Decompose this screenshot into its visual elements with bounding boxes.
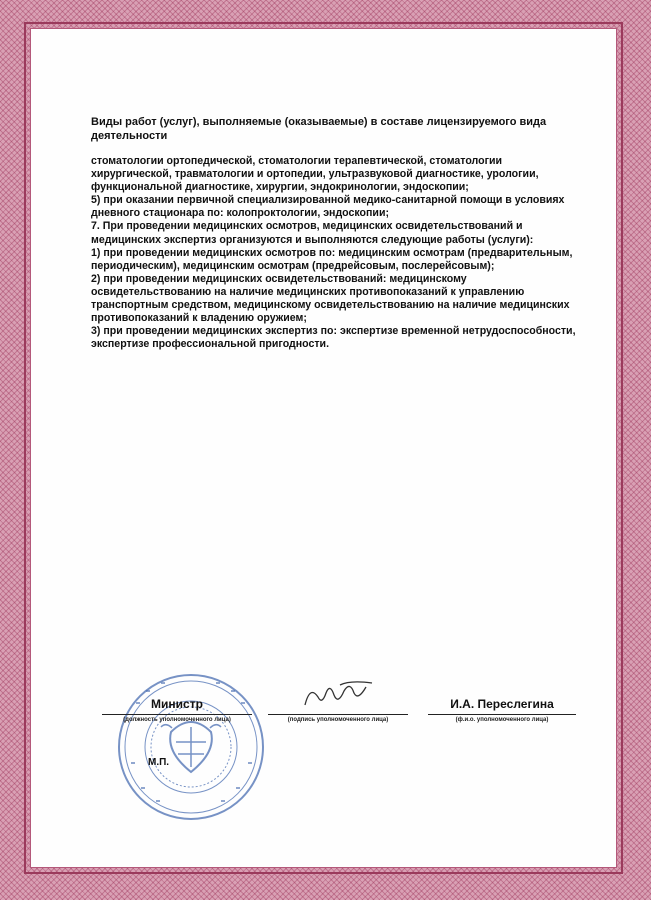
paragraph: 2) при проведении медицинских освидетельствований: медицинскому освидетельствованию на наличие медицинских противопоказаний к управлению транспортным средством, медицинскому освидетельствованию на наличие медицинских противопоказаний к владению оружием; <box>91 272 570 325</box>
position-block <box>102 697 252 723</box>
name-line <box>428 714 576 715</box>
name-value: И.А. Переслегина <box>450 697 554 711</box>
signature-line <box>268 714 408 715</box>
signature-value <box>268 697 408 713</box>
paragraph: стоматологии ортопедической, стоматологии терапевтической, стоматологии хирургической, травматологии и ортопедии, ультразвуковой диагностике, урологии, функциональной диагностике, хирургии, эндокринологии, эндоскопии; <box>91 155 539 194</box>
section-heading: Виды работ (услуг), выполняемые (оказываемые) в составе лицензируемого вида деятельности <box>91 116 547 142</box>
seal-place-label: М.П. <box>148 757 170 768</box>
signature-block <box>268 697 408 723</box>
license-body <box>91 155 581 351</box>
position-line <box>102 714 252 715</box>
paragraph: 5) при оказании первичной специализированной медико-санитарной помощи в условиях дневного стационара по: колопроктологии, эндоскопии; <box>91 194 565 220</box>
paragraph: 7. При проведении медицинских осмотров, медицинских освидетельствований и медицинских экспертиз организуются и выполняются следующие работы (услуги): <box>91 220 534 246</box>
position-caption: (должность уполномоченного лица) <box>123 717 231 723</box>
official-seal-stamp <box>116 672 266 822</box>
name-caption: (ф.и.о. уполномоченного лица) <box>455 717 549 723</box>
name-block <box>428 697 576 723</box>
signature-row <box>0 697 651 737</box>
paragraph: 3) при проведении медицинских экспертиз по: экспертизе временной нетрудоспособности, экспертизе профессиональной пригодности. <box>91 325 576 351</box>
paragraph: 1) при проведении медицинских осмотров по: медицинским осмотрам (предварительным, периодическим), медицинским осмотрам (предрейсовым, послерейсовым); <box>91 246 573 272</box>
signature-caption: (подпись уполномоченного лица) <box>287 717 389 723</box>
position-value: Министр <box>151 697 203 711</box>
